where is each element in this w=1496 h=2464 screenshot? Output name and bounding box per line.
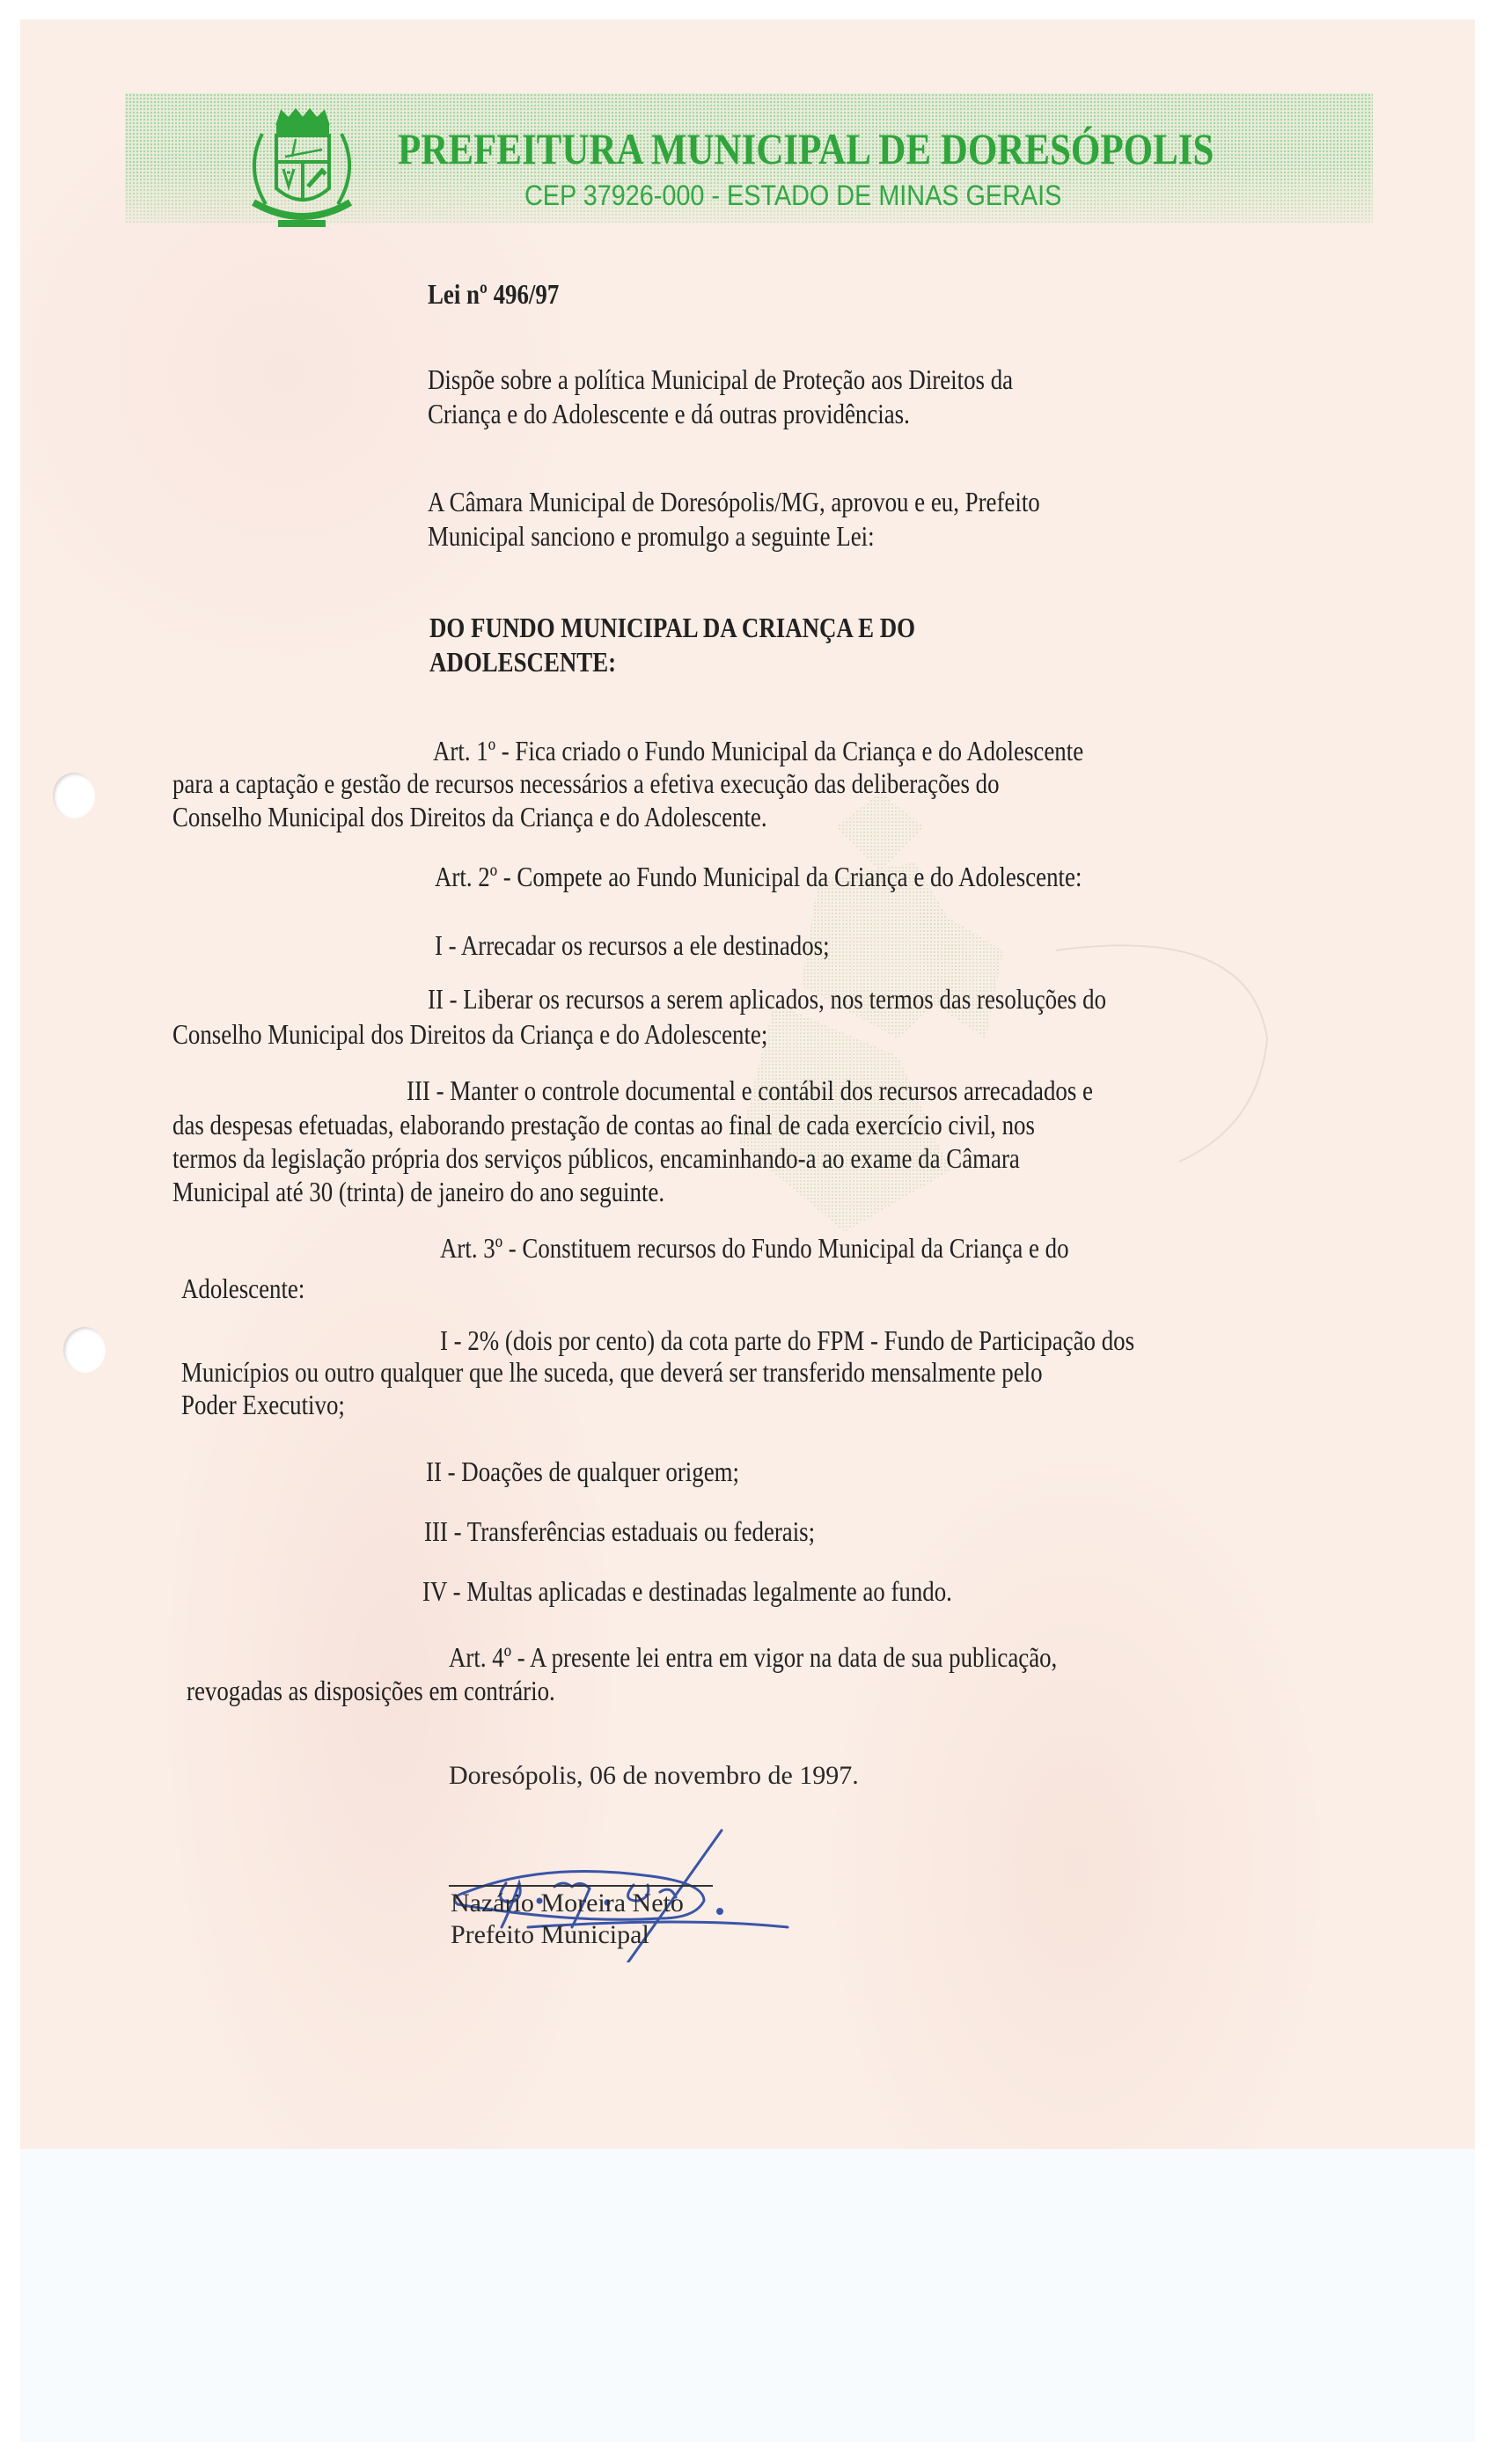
preamble-line-2: Municipal sanciono e promulgo a seguinte Lei: [428, 520, 875, 552]
section-heading-line-1: DO FUNDO MUNICIPAL DA CRIANÇA E DO [429, 612, 916, 643]
art1-line-1: Art. 1º - Fica criado o Fundo Municipal da Criança e do Adolescente [433, 735, 1084, 766]
law-number: Lei nº 496/97 [428, 278, 560, 310]
art2-item2-line-2: Conselho Municipal dos Direitos da Criança e do Adolescente; [172, 1018, 768, 1050]
art1-line-2: para a captação e gestão de recursos necessários a efetiva execução das deliberações do [172, 767, 1000, 799]
place-date: Doresópolis, 06 de novembro de 1997. [449, 1761, 859, 1790]
section-heading-line-2: ADOLESCENTE: [429, 646, 617, 678]
art2-item3-line-1: III - Manter o controle documental e contábil dos recursos arrecadados e [407, 1074, 1093, 1106]
art3-item3: III - Transferências estaduais ou federais; [424, 1515, 816, 1547]
summary-line-1: Dispõe sobre a política Municipal de Proteção aos Direitos da [428, 363, 1014, 395]
art3-item2: II - Doações de qualquer origem; [426, 1456, 740, 1487]
signatory-role: Prefeito Municipal [451, 1920, 649, 1949]
art2-item2-line-1: II - Liberar os recursos a serem aplicados, nos termos das resoluções do [428, 983, 1107, 1015]
art2-item1: I - Arrecadar os recursos a ele destinados; [435, 929, 830, 961]
punch-hole-top [53, 773, 95, 818]
punch-hole-bottom [63, 1327, 106, 1373]
art3-item1-line-3: Poder Executivo; [181, 1389, 345, 1420]
art2-item3-line-3: termos da legislação própria dos serviços públicos, encaminhando-a ao exame da Câmara [172, 1142, 1020, 1174]
art2-item3-line-2: das despesas efetuadas, elaborando prestação de contas ao final de cada exercício civil, nos [172, 1109, 1035, 1140]
art3-item1-line-1: I - 2% (dois por cento) da cota parte do FPM - Fundo de Participação dos [440, 1324, 1135, 1356]
signatory-name: Nazário Moreira Neto [451, 1888, 684, 1918]
art3-caput-line-1: Art. 3º - Constituem recursos do Fundo Municipal da Criança e do [440, 1232, 1069, 1264]
art2-item3-line-4: Municipal até 30 (trinta) de janeiro do ano seguinte. [172, 1176, 665, 1207]
summary-line-2: Criança e do Adolescente e dá outras providências. [428, 398, 910, 429]
art1-line-3: Conselho Municipal dos Direitos da Criança e do Adolescente. [172, 801, 767, 832]
municipal-coat-of-arms-icon [227, 107, 377, 239]
art3-item1-line-2: Municípios ou outro qualquer que lhe suceda, que deverá ser transferido mensalmente pelo [181, 1356, 1043, 1388]
art4-line-2: revogadas as disposições em contrário. [187, 1675, 555, 1706]
preamble-line-1: A Câmara Municipal de Doresópolis/MG, aprovou e eu, Prefeito [428, 486, 1040, 517]
art4-line-1: Art. 4º - A presente lei entra em vigor na data de sua publicação, [449, 1641, 1058, 1673]
art2-caput: Art. 2º - Compete ao Fundo Municipal da Criança e do Adolescente: [435, 861, 1082, 892]
art3-caput-line-2: Adolescente: [181, 1272, 305, 1304]
art3-item4: IV - Multas aplicadas e destinadas legalmente ao fundo. [422, 1575, 952, 1607]
letterhead-subtitle: CEP 37926-000 - ESTADO DE MINAS GERAIS [524, 180, 1062, 211]
letterhead-title: PREFEITURA MUNICIPAL DE DORESÓPOLIS [398, 124, 1214, 173]
scanner-background [20, 2149, 1475, 2442]
signature-line [449, 1885, 713, 1887]
